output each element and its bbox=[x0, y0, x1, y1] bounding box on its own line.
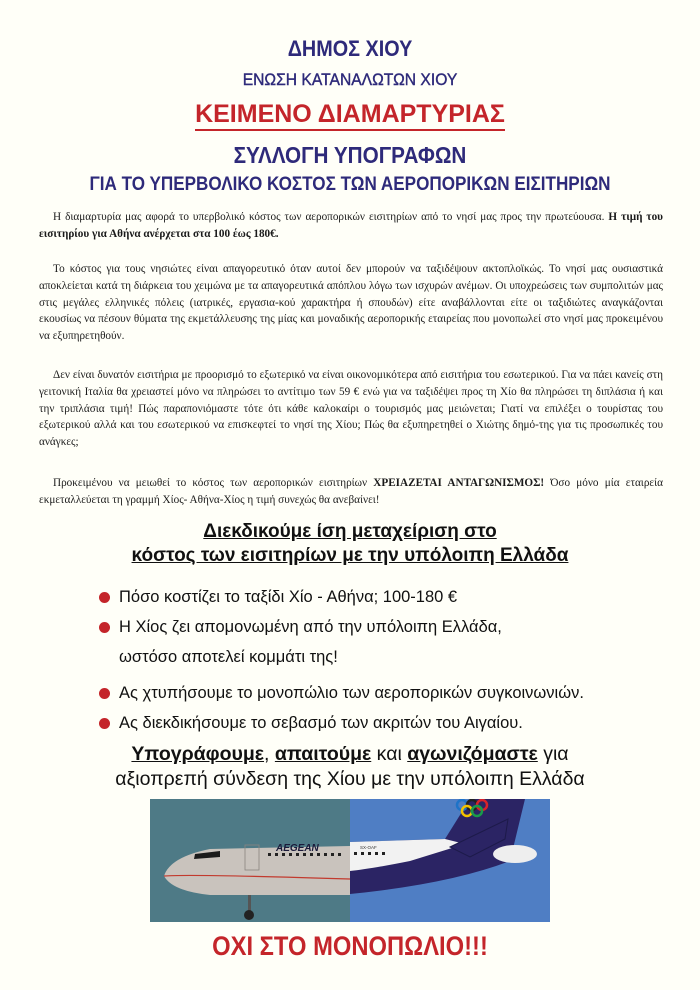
petition-title: ΣΥΛΛΟΓΗ ΥΠΟΓΡΑΦΩΝ bbox=[233, 142, 467, 168]
slogan-line-2: αξιοπρεπή σύνδεση της Χίου με την υπόλοιπη Ελλάδα bbox=[115, 768, 585, 790]
bullet-item bbox=[97, 711, 637, 735]
bullet-dot-icon bbox=[99, 688, 110, 699]
bullet-list bbox=[97, 585, 637, 741]
bullet-dot-icon bbox=[99, 592, 110, 603]
no-monopoly-banner: ΟΧΙ ΣΤΟ ΜΟΝΟΠΩΛΙΟ!!! bbox=[212, 931, 488, 961]
paragraph-3: Δεν είναι δυνατόν εισιτήρια με προορισμό το εξωτερικό να είναι οικονομικότερα από εισιτήρια του εσωτερικού. Για να πάει κανείς στη γειτονική Ιταλία θα χρειαστεί μόνο να πληρώσει το αντίτιμο των 59 € ενώ για να ταξιδέψει προς τη Χίο θα πληρώσει τη διπλάσια ή και την τριπλάσια τιμή! Πώς παραπονιόμαστε τότε ότι κάθε καλοκαίρι ο τουρισμός μας μειώνεται; Γιατί να επιλέξει ο τουρίστας του εξωτερικού αλλά και του εσωτερικού να επισκεφτεί το νησί της Χίου; Πώς θα εξυπηρετηθεί ο Χιώτης δημό-της για τις προσωπικές του ανάγκες; bbox=[39, 369, 663, 449]
slogan bbox=[0, 742, 700, 792]
aegean-plane-image bbox=[150, 799, 350, 922]
paragraph-2: Το κόστος για τους νησιώτες είναι απαγορευτικό όταν αυτοί δεν μπορούν να ταξιδέψουν ακτοπλοϊκώς. Το νησί μας ουσιαστικά αποκλείεται κατά τη διάρκεια του χειμώνα με τα απαγορευτικά απόπλου λόγω των ισχυρών ανέμων. Οι υποχρεώσεις των συμπολιτών μας στις μεγάλες ελληνικές πόλεις (ιατρικές, εργασια-κού χαρακτήρα ή σπουδών) είτε αναβάλλονται είτε οι ταξιδιώτες αναγκάζονται εκουσίως να πέσουν θύματα της εκμετάλλευσης της μίας και μοναδικής αεροπορικής εταιρείας που μονοπωλεί στο νησί μας προκειμένου να εξυπηρετηθούν. bbox=[39, 263, 663, 343]
paragraph-1 bbox=[39, 209, 663, 243]
bullet-item bbox=[97, 681, 637, 705]
bullet-dot-icon bbox=[99, 622, 110, 633]
claim-heading bbox=[0, 520, 700, 568]
paragraph-1-text: Η διαμαρτυρία μας αφορά το υπερβολικό κόστος των αεροπορικών εισιτηρίων από το νησί μας προς την πρωτεύουσα. bbox=[53, 211, 609, 223]
bullet-item bbox=[97, 612, 539, 672]
union-title: ΕΝΩΣΗ ΚΑΤΑΝΑΛΩΤΩΝ ΧΙΟΥ bbox=[242, 70, 458, 89]
airplane-photo bbox=[150, 799, 550, 922]
bullet-text: Ας χτυπήσουμε το μονοπώλιο των αεροπορικών συγκοινωνιών. bbox=[119, 684, 584, 702]
paragraph-4-bold: ΧΡΕΙΑΖΕΤΑΙ ΑΝΤΑΓΩΝΙΣΜΟΣ! bbox=[373, 477, 545, 489]
document-title bbox=[0, 100, 700, 129]
paragraph-4 bbox=[39, 475, 663, 509]
slogan-sep: και bbox=[371, 743, 408, 765]
slogan-sep: για bbox=[537, 743, 569, 765]
bullet-item bbox=[97, 585, 637, 609]
slogan-word-fight: αγωνιζόμαστε bbox=[407, 743, 538, 765]
paragraph-4-rest: Όσο μόνο μία εταιρεία εκμεταλλεύεται τη γραμμή Χίος- Αθήνα-Χίος η τιμή συνεχώς θα ανεβαίνει! bbox=[39, 477, 663, 506]
olympic-plane-image bbox=[350, 799, 550, 922]
aegean-logo-text: AEGEAN bbox=[276, 843, 319, 854]
registration-text: SX-OAF bbox=[360, 845, 377, 850]
slogan-word-demand: απαιτούμε bbox=[274, 743, 372, 765]
paragraph-4-text: Προκειμένου να μειωθεί το κόστος των αεροπορικών εισιτηρίων bbox=[53, 477, 374, 489]
paragraph-1-bold: Η τιμή του εισιτηρίου για Αθήνα ανέρχεται στα 100 έως 180€. bbox=[39, 211, 663, 240]
bullet-text: Πόσο κοστίζει το ταξίδι Χίο - Αθήνα; 100-180 € bbox=[119, 588, 458, 606]
claim-line-2: κόστος των εισιτηρίων με την υπόλοιπη Ελλάδα bbox=[131, 545, 569, 566]
subject-title: ΓΙΑ ΤΟ ΥΠΕΡΒΟΛΙΚΟ ΚΟΣΤΟΣ ΤΩΝ ΑΕΡΟΠΟΡΙΚΩΝ ΕΙΣΙΤΗΡΙΩΝ bbox=[89, 174, 611, 195]
aegean-plane-icon bbox=[150, 799, 350, 922]
claim-line-1: Διεκδικούμε ίση μεταχείριση στο bbox=[203, 521, 497, 542]
slogan-sep: , bbox=[264, 743, 275, 765]
bullet-text: Ας διεκδικήσουμε το σεβασμό των ακριτών του Αιγαίου. bbox=[119, 714, 523, 732]
municipality-title: ΔΗΜΟΣ ΧΙΟΥ bbox=[287, 36, 413, 61]
bullet-dot-icon bbox=[99, 718, 110, 729]
slogan-word-sign: Υπογράφουμε bbox=[131, 743, 265, 765]
olympic-plane-icon bbox=[350, 799, 550, 922]
bullet-text: Η Χίος ζει απομονωμένη από την υπόλοιπη Ελλάδα, ωστόσο αποτελεί κομμάτι της! bbox=[119, 618, 502, 666]
document-title-text: ΚΕΙΜΕΝΟ ΔΙΑΜΑΡΤΥΡΙΑΣ bbox=[195, 100, 505, 131]
